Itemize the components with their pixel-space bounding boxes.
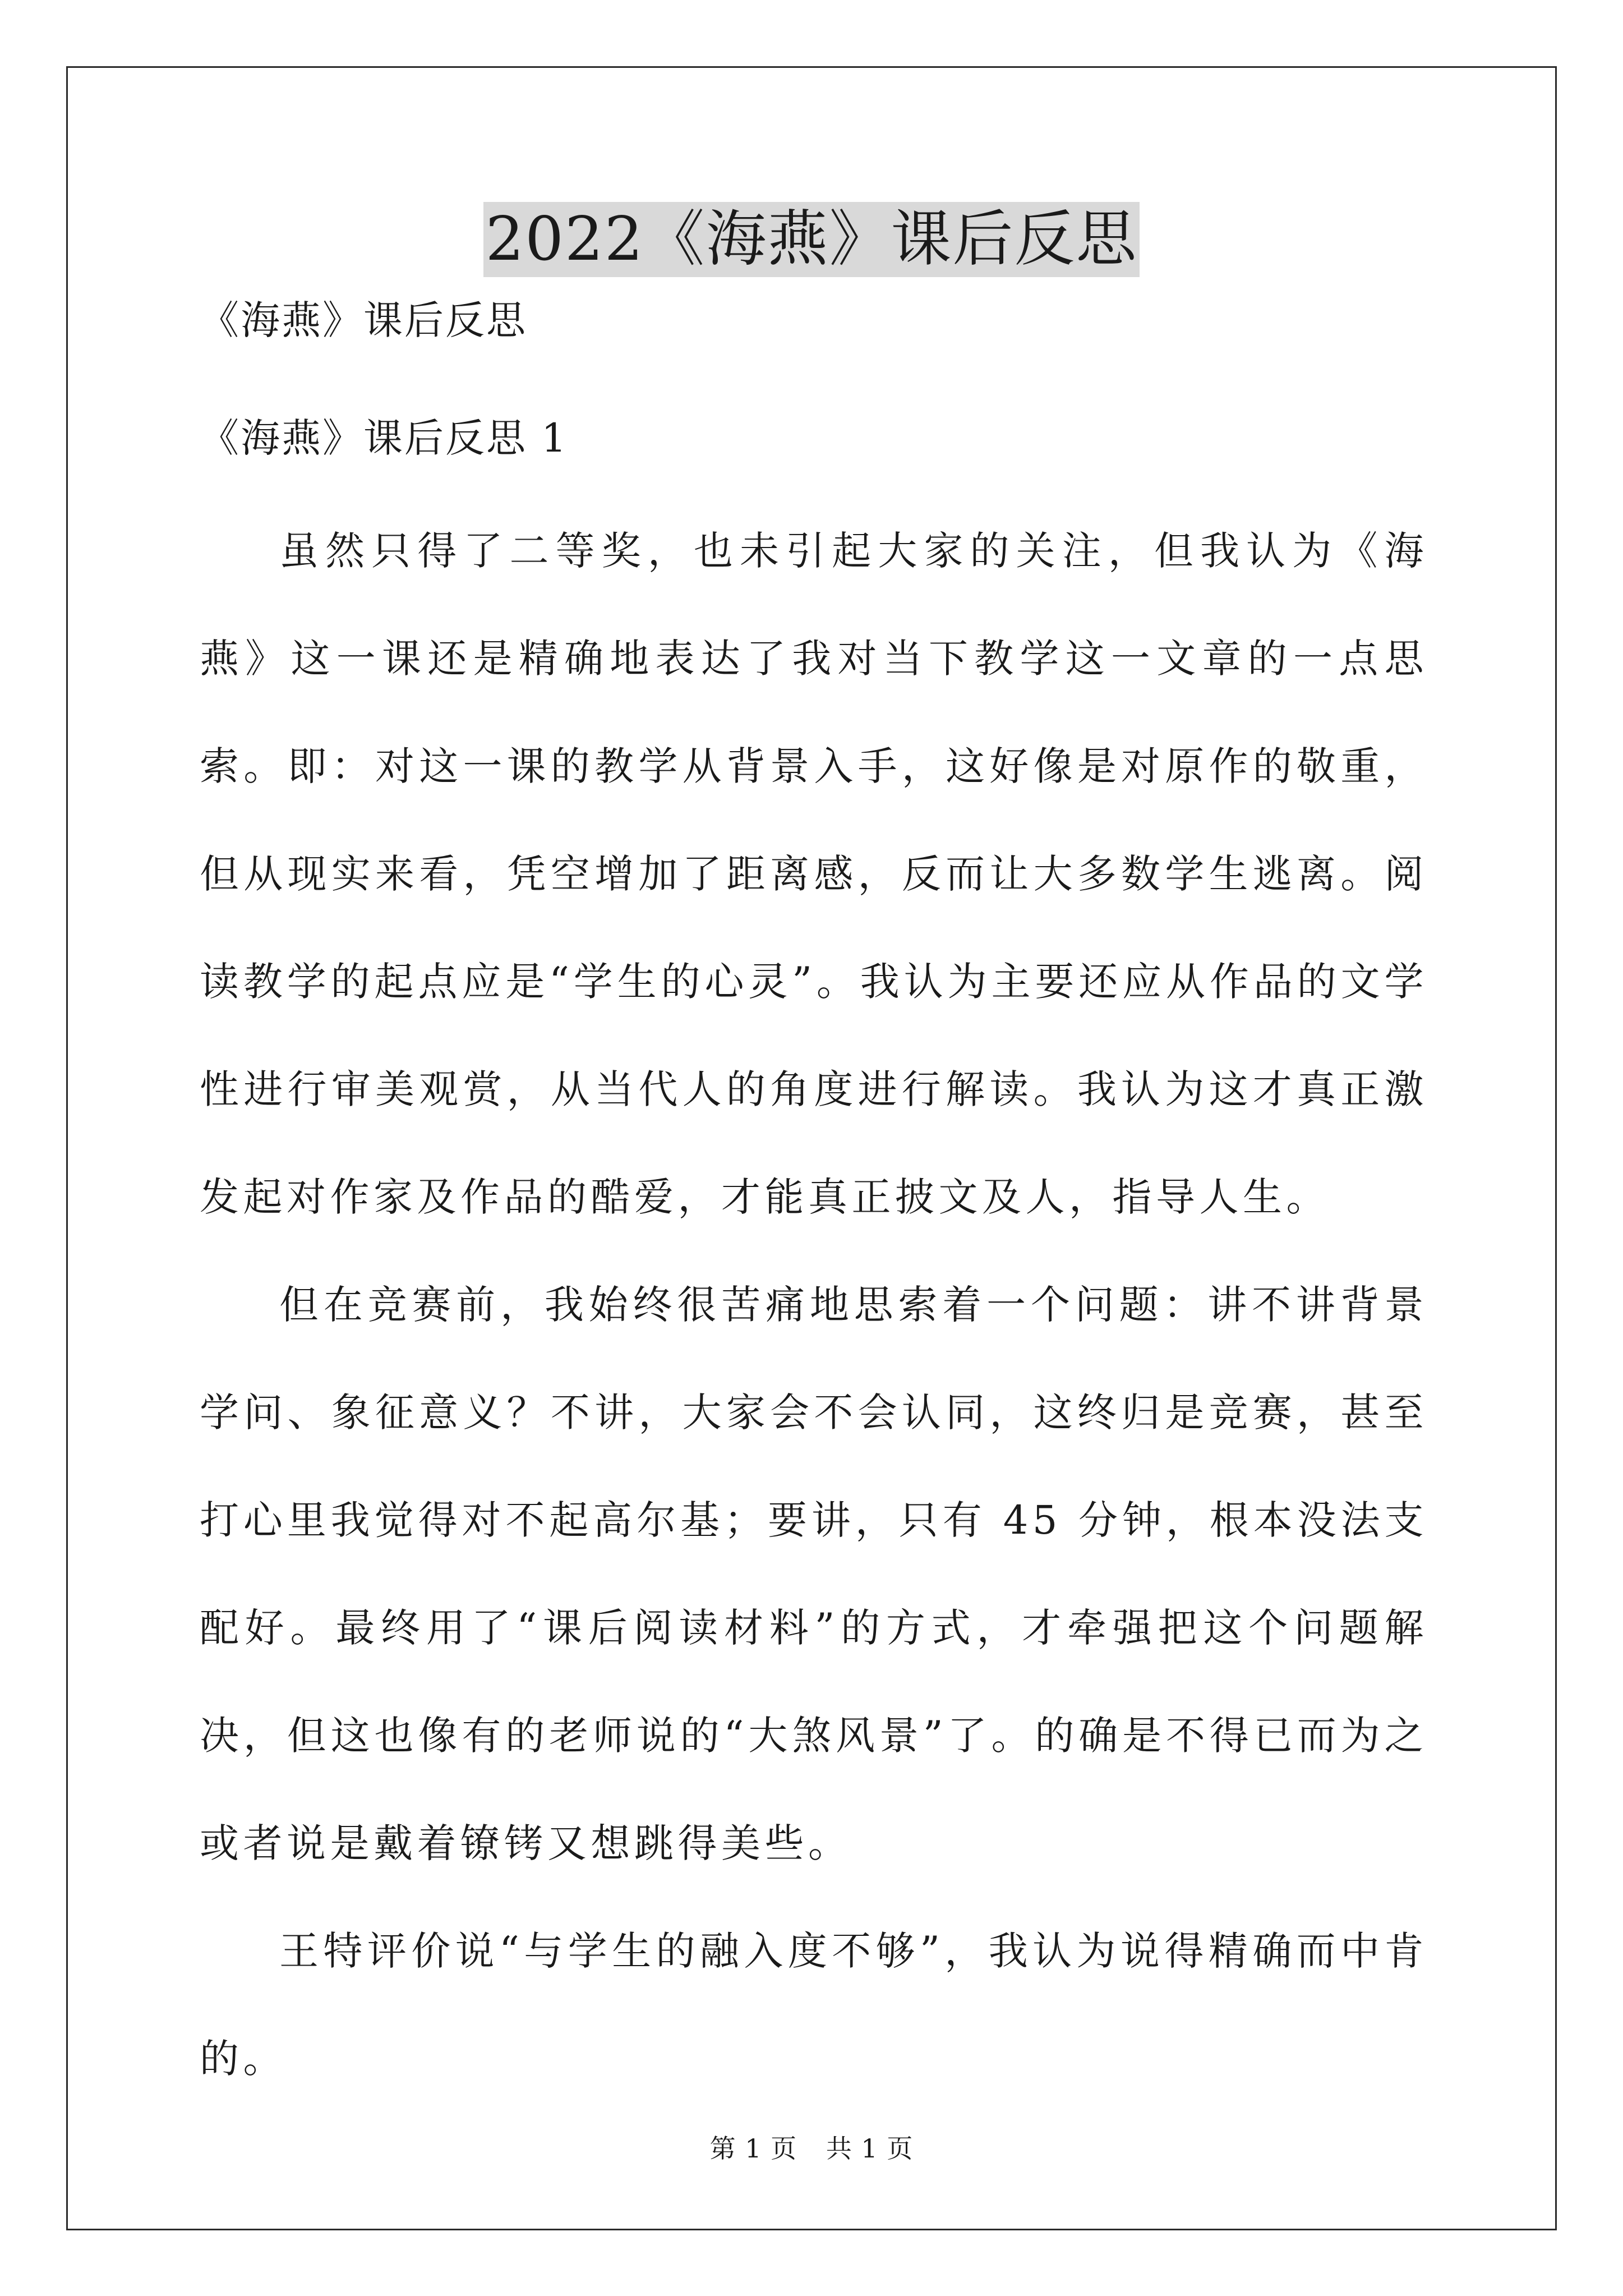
paragraph-2: 但在竞赛前，我始终很苦痛地思索着一个问题：讲不讲背景学问、象征意义？不讲，大家会不会认同，这终归是竞赛，甚至打心里我觉得对不起高尔基；要讲，只有 45 分钟，根本没法支配好。最终用了“课后阅读材料”的方式，才牵强把这个问题解决，但这也像有的老师说的“大煞风景”了。的确是不得已而为之或者说是戴着镣铐又想跳得美些。 (200, 1282, 1428, 1866)
paragraph-3: 王特评价说“与学生的融入度不够”，我认为说得精确而中肯的。 (200, 1928, 1428, 2082)
document-subtitle: 《海燕》课后反思 (200, 297, 527, 343)
page-number-total: 共 1 页 (826, 2133, 914, 2164)
title-container (0, 202, 1623, 277)
document-body (200, 297, 1428, 2113)
section-heading: 《海燕》课后反思 1 (200, 415, 568, 461)
paragraph-1: 虽然只得了二等奖，也未引起大家的关注，但我认为《海燕》这一课还是精确地表达了我对当下教学这一文章的一点思索。即：对这一课的教学从背景入手，这好像是对原作的敬重，但从现实来看，凭空增加了距离感，反而让大多数学生逃离。阅读教学的起点应是“学生的心灵”。我认为主要还应从作品的文学性进行审美观赏，从当代人的角度进行解读。我认为这才真正激发起对作家及作品的酷爱，才能真正披文及人，指导人生。 (200, 528, 1428, 1220)
page-number-current: 第 1 页 (709, 2133, 797, 2164)
page-footer (0, 2132, 1623, 2165)
document-title: 2022《海燕》课后反思 (483, 202, 1140, 277)
